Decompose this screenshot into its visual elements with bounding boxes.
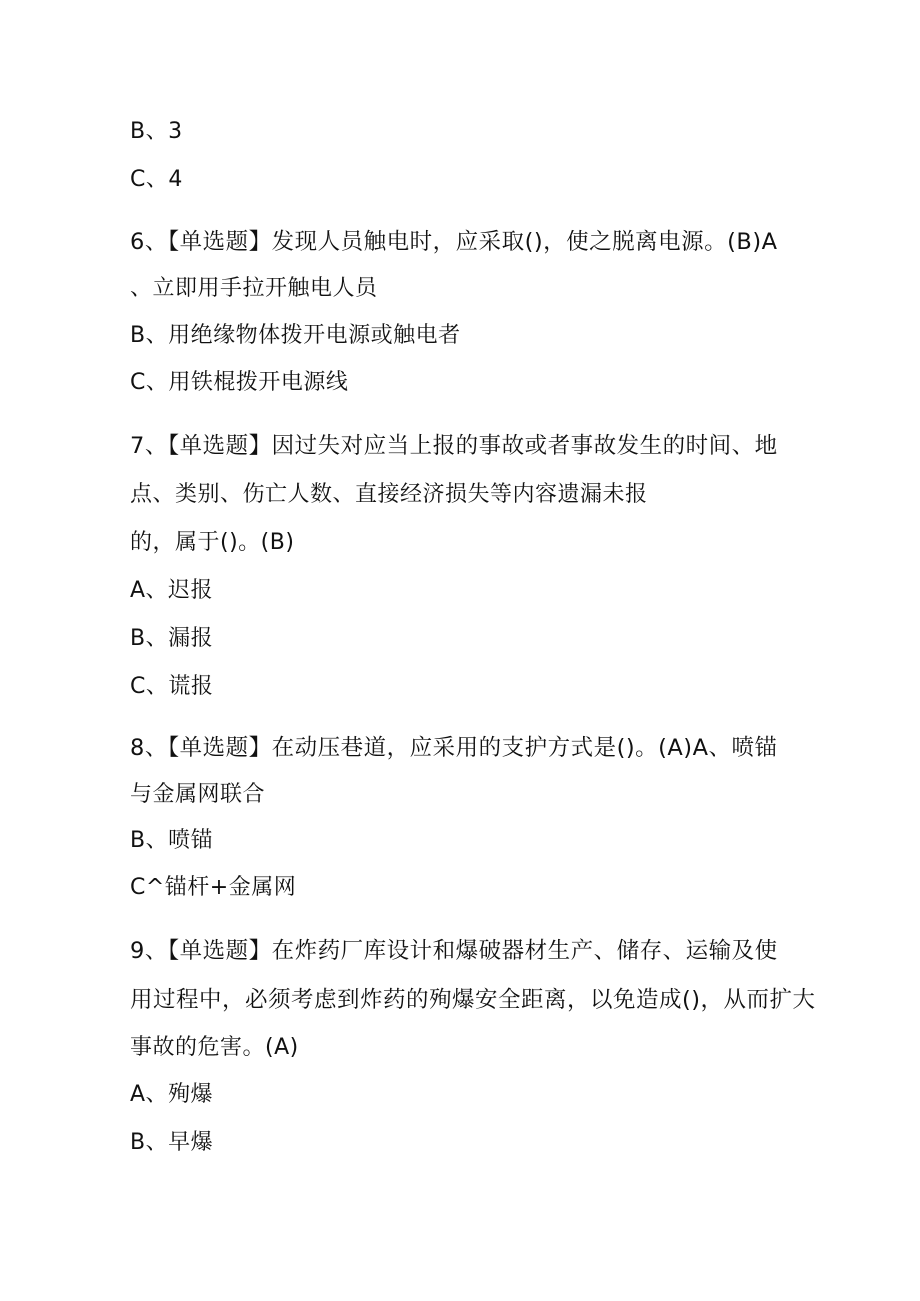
question-7-line3: 的，属于()。(B) xyxy=(130,530,295,555)
question-8-line2: 与金属网联合 xyxy=(130,782,266,807)
option-a-q9: A、殉爆 xyxy=(130,1082,214,1107)
option-b-q8: B、喷锚 xyxy=(130,828,214,853)
option-b-q9: B、早爆 xyxy=(130,1130,214,1155)
option-c-q5: C、4 xyxy=(130,167,183,192)
question-8-line1: 8、【单选题】在动压巷道，应采用的支护方式是()。(A)A、喷锚 xyxy=(130,735,778,761)
option-b-q5: B、3 xyxy=(130,119,183,144)
option-c-q7: C、谎报 xyxy=(130,674,214,699)
question-7-line1: 7、【单选题】因过失对应当上报的事故或者事故发生的时间、地 xyxy=(130,433,778,459)
question-6: 6、【单选题】发现人员触电时，应采取()，使之脱离电源。(B)A xyxy=(130,229,778,255)
question-7-line2: 点、类别、伤亡人数、直接经济损失等内容遗漏未报 xyxy=(130,482,648,507)
option-b-q6: B、用绝缘物体拨开电源或触电者 xyxy=(130,323,461,348)
question-9-line2: 用过程中，必须考虑到炸药的殉爆安全距离，以免造成()，从而扩大 xyxy=(130,987,816,1013)
option-a-q7: A、迟报 xyxy=(130,578,214,603)
option-c-q6: C、用铁棍拨开电源线 xyxy=(130,370,349,395)
question-9-line1: 9、【单选题】在炸药厂库设计和爆破器材生产、储存、运输及使 xyxy=(130,938,778,964)
option-b-q7: B、漏报 xyxy=(130,626,214,651)
option-a-q6: 、立即用手拉开触电人员 xyxy=(130,276,378,301)
option-c-q8: C^锚杆+金属网 xyxy=(130,875,297,900)
question-9-line3: 事故的危害。(A) xyxy=(130,1035,299,1060)
